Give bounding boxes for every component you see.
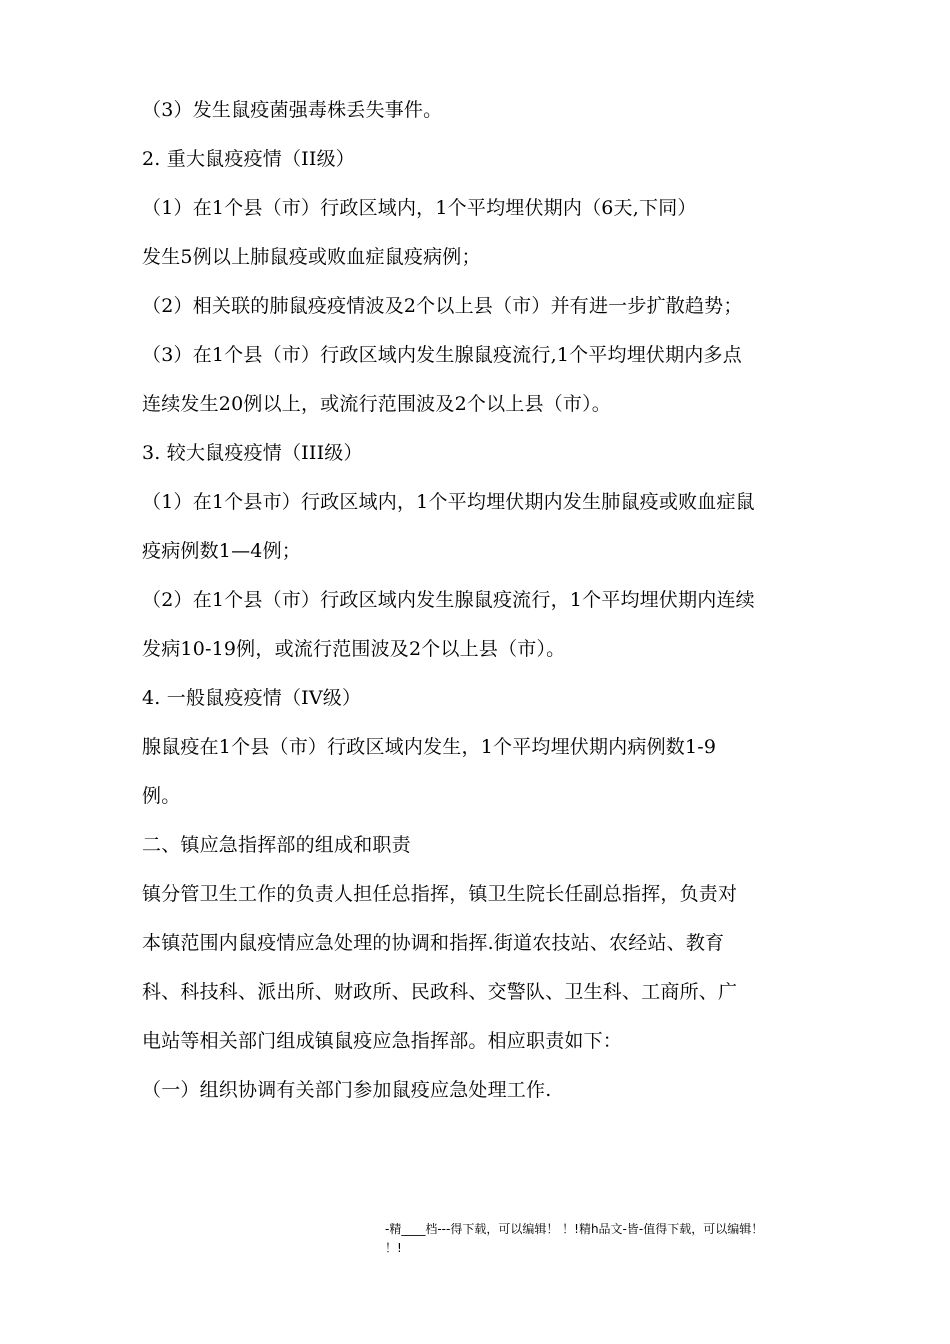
text-line: 电站等相关部门组成镇鼠疫应急指挥部。相应职责如下： xyxy=(142,1030,623,1052)
footer-line: ！! xyxy=(385,1241,402,1255)
text-line: 发病10-19例，或流行范围波及2个以上县（市）。 xyxy=(142,638,566,660)
text-line: 科、科技科、派出所、财政所、民政科、交警队、卫生科、工商所、广 xyxy=(142,981,738,1003)
text-line: 例。 xyxy=(142,785,181,807)
section-heading: 2. 重大鼠疫疫情（II级） xyxy=(142,148,355,170)
text-line: （2）相关联的肺鼠疫疫情波及2个以上县（市）并有进一步扩散趋势； xyxy=(142,295,743,317)
page-footer xyxy=(385,1220,825,1258)
document-body xyxy=(142,86,842,1115)
text-line: 发生5例以上肺鼠疫或败血症鼠疫病例； xyxy=(142,246,481,268)
text-line: 连续发生20例以上，或流行范围波及2个以上县（市）。 xyxy=(142,393,611,415)
text-line: 本镇范围内鼠疫情应急处理的协调和指挥.街道农技站、农经站、教育 xyxy=(142,932,725,954)
text-line: 疫病例数1—4例； xyxy=(142,540,301,562)
text-line: （1）在1个县（市）行政区域内，1个平均埋伏期内（6天,下同） xyxy=(142,197,697,219)
section-heading: 二、镇应急指挥部的组成和职责 xyxy=(142,834,411,856)
section-heading: 3. 较大鼠疫疫情（III级） xyxy=(142,442,363,464)
section-heading: 4. 一般鼠疫疫情（IV级） xyxy=(142,687,362,709)
text-line: 镇分管卫生工作的负责人担任总指挥，镇卫生院长任副总指挥，负责对 xyxy=(142,883,738,905)
text-line: 腺鼠疫在1个县（市）行政区域内发生，1个平均埋伏期内病例数1-9 xyxy=(142,736,717,758)
text-line: （3）发生鼠疫菌强毒株丢失事件。 xyxy=(142,99,443,121)
text-line: （1）在1个县市）行政区域内，1个平均埋伏期内发生肺鼠疫或败血症鼠 xyxy=(142,491,755,513)
text-line: （一）组织协调有关部门参加鼠疫应急处理工作. xyxy=(142,1079,552,1101)
text-line: （2）在1个县（市）行政区域内发生腺鼠疫流行，1个平均埋伏期内连续 xyxy=(142,589,755,611)
text-line: （3）在1个县（市）行政区域内发生腺鼠疫流行,1个平均埋伏期内多点 xyxy=(142,344,742,366)
footer-line: -精____档---得下载，可以编辑！ ！!精h品文-皆-值得下载，可以编辑！ xyxy=(385,1222,764,1236)
